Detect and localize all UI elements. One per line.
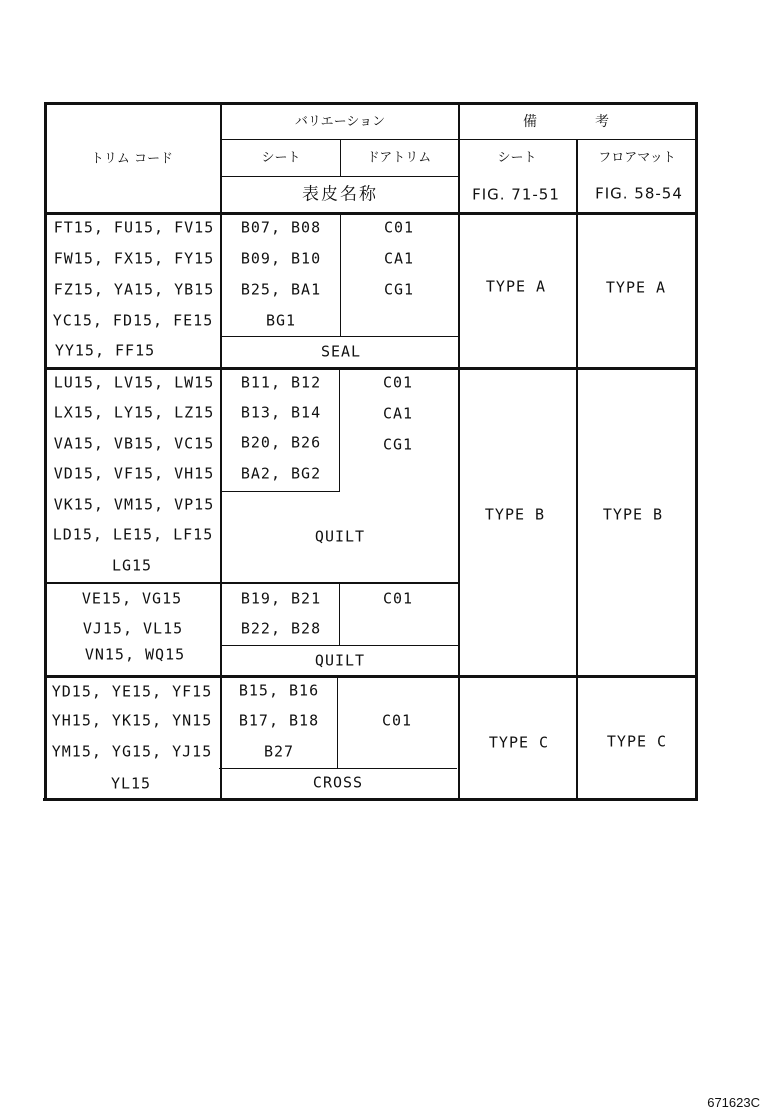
table-border-bottom — [43, 798, 696, 801]
col-line-trim — [220, 102, 222, 800]
remarks-seat-header: シート — [497, 150, 537, 166]
gb2-code-row: VJ15, VL15 — [82, 619, 184, 638]
gb-code-row: LU15, LV15, LW15 — [53, 373, 215, 392]
gb2-material: QUILT — [314, 651, 366, 670]
gc-code-row: YM15, YG15, YJ15 — [51, 742, 213, 761]
gc-seat-door-divider — [337, 677, 338, 769]
gb-code-row: LX15, LY15, LZ15 — [53, 403, 215, 422]
gb-remark-floor: TYPE B — [602, 505, 664, 524]
gc-door-code: C01 — [381, 711, 413, 730]
figure-code: 671623C — [707, 1095, 760, 1110]
remarks-header: 備 考 — [523, 114, 631, 130]
table-border-right — [695, 102, 698, 801]
ga-seat-code: BG1 — [265, 311, 297, 330]
ga-bottom — [45, 367, 697, 370]
gb2-code-row: VE15, VG15 — [81, 589, 183, 608]
gb-code-row: LG15 — [111, 556, 153, 575]
fig-floor-ref: FIG. 58-54 — [595, 184, 683, 203]
gc-seat-code: B27 — [263, 742, 295, 761]
gb-material: QUILT — [314, 527, 366, 546]
gb-door-code: C01 — [382, 373, 414, 392]
gc-seat-code: B17, B18 — [238, 711, 320, 730]
gb-seat-door-divider — [339, 369, 340, 492]
table-border-left — [44, 102, 47, 801]
ga-seat-code: B25, BA1 — [240, 280, 322, 299]
gb-material-line — [221, 491, 340, 492]
gb-code-row: LD15, LE15, LF15 — [52, 525, 214, 544]
gc-material-line — [219, 768, 457, 769]
ga-code-row: FT15, FU15, FV15 — [53, 218, 215, 237]
header-divider-seat-door — [340, 140, 341, 177]
trim-code-header: トリム コード — [90, 151, 174, 167]
gc-code-row: YD15, YE15, YF15 — [51, 682, 213, 701]
gb2-door-code: C01 — [382, 589, 414, 608]
gc-code-row: YH15, YK15, YN15 — [51, 711, 213, 730]
gb2-seat-code: B22, B28 — [240, 619, 322, 638]
floor-mat-header: フロアマット — [598, 150, 676, 166]
material-name-header: 表皮名称 — [302, 184, 378, 205]
gb-seat-code: B13, B14 — [240, 403, 322, 422]
ga-remark-floor: TYPE A — [605, 278, 667, 297]
ga-door-code: CA1 — [383, 249, 415, 268]
ga-code-row: FW15, FX15, FY15 — [53, 249, 215, 268]
gc-material: CROSS — [312, 773, 364, 792]
gc-seat-code: B15, B16 — [238, 681, 320, 700]
ga-code-row: FZ15, YA15, YB15 — [53, 280, 215, 299]
gb-code-row: VA15, VB15, VC15 — [53, 434, 215, 453]
table-border-top — [44, 102, 698, 105]
ga-material: SEAL — [320, 342, 362, 361]
fig-seat-ref: FIG. 71-51 — [472, 185, 560, 204]
gb2-seat-code: B19, B21 — [240, 589, 322, 608]
variation-header: バリエーション — [294, 114, 386, 130]
gc-code-row: YL15 — [110, 774, 152, 793]
gb-seat-code: B20, B26 — [240, 433, 322, 452]
ga-material-line — [221, 336, 458, 337]
gb-code-row: VK15, VM15, VP15 — [53, 495, 215, 514]
ga-remark-seat: TYPE A — [485, 277, 547, 296]
gc-remark-floor: TYPE C — [606, 732, 668, 751]
ga-seat-code: B07, B08 — [240, 218, 322, 237]
ga-seat-door-divider — [340, 214, 341, 337]
ga-seat-code: B09, B10 — [240, 249, 322, 268]
gb-door-code: CG1 — [382, 435, 414, 454]
header-line-1 — [221, 139, 697, 140]
col-line-remarks — [576, 140, 578, 800]
ga-code-row: YY15, FF15 — [54, 341, 156, 360]
gb-seat-code: BA2, BG2 — [240, 464, 322, 483]
gb-seat-code: B11, B12 — [240, 373, 322, 392]
ga-code-row: YC15, FD15, FE15 — [52, 311, 214, 330]
gb2-bottom — [45, 675, 697, 678]
gb2-code-row: VN15, WQ15 — [84, 645, 186, 664]
ga-door-code: C01 — [383, 218, 415, 237]
gb2-seat-door-divider — [339, 583, 340, 645]
gc-remark-seat: TYPE C — [488, 733, 550, 752]
gb-door-code: CA1 — [382, 404, 414, 423]
gb2-material-line — [221, 645, 458, 646]
ga-door-code: CG1 — [383, 280, 415, 299]
col-line-variation — [458, 102, 460, 800]
seat-header: シート — [261, 150, 301, 166]
gb-bottom — [45, 582, 459, 584]
gb-code-row: VD15, VF15, VH15 — [53, 464, 215, 483]
header-bottom — [45, 212, 697, 215]
gb-remark-seat: TYPE B — [484, 505, 546, 524]
door-trim-header: ドアトリム — [366, 150, 432, 166]
